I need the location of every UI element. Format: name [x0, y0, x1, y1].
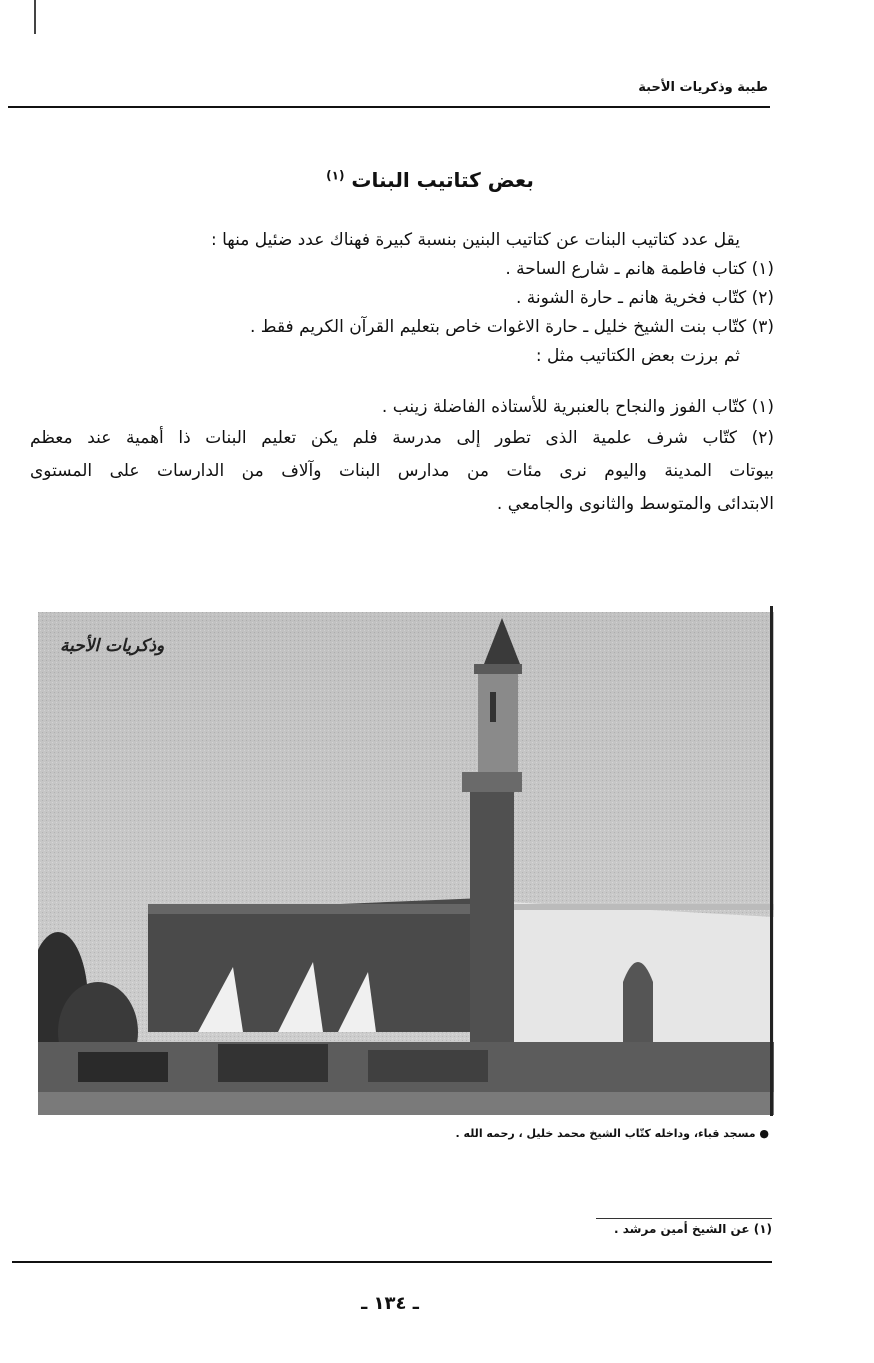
- body-line-later-2: (٢) كتّاب شرف علمية الذى تطور إلى مدرسة فلم يكن تعليم البنات ذا أهمية عند معظم: [30, 428, 774, 448]
- body-line-item-3: (٣) كتّاب بنت الشيخ خليل ـ حارة الاغوات خاص بتعليم القرآن الكريم فقط .: [250, 317, 774, 337]
- footnote: (١) عن الشيخ أمين مرشد .: [614, 1222, 772, 1236]
- mosque-illustration: [38, 612, 774, 1115]
- body-line-then: ثم برزت بعض الكتاتيب مثل :: [535, 346, 740, 366]
- photo-signature: وذكريات الأحبة: [60, 636, 165, 656]
- section-title: [230, 168, 630, 192]
- body-line-item-2: (٢) كتّاب فخرية هانم ـ حارة الشونة .: [515, 288, 774, 308]
- title-footnote-marker: (١): [326, 168, 345, 183]
- photo-edge: [770, 606, 773, 1116]
- body-line-later-1: (١) كتّاب الفوز والنجاح بالعنبرية للأستاذه الفاضلة زينب .: [381, 397, 774, 417]
- body-line-intro: يقل عدد كتاتيب البنات عن كتاتيب البنين بنسبة كبيرة فهناك عدد ضئيل منها :: [210, 230, 740, 250]
- footer-rule: [12, 1261, 772, 1263]
- body-line-later-4: الابتدائى والمتوسط والثانوى والجامعي .: [496, 494, 774, 514]
- header-rule: [8, 106, 770, 108]
- photo-caption: ● مسجد قباء، وداخله كتّاب الشيخ محمد خليل ، رحمه الله .: [455, 1127, 769, 1140]
- scan-edge-mark: [34, 0, 36, 34]
- body-line-later-3: بيوتات المدينة واليوم نرى مئات من مدارس البنات وآلاف من الدارسات على المستوى: [30, 461, 774, 481]
- mosque-photo: [38, 612, 774, 1115]
- body-text: [30, 226, 774, 521]
- body-line-item-1: (١) كتاب فاطمة هانم ـ شارع الساحة .: [505, 259, 774, 279]
- footnote-rule: [596, 1218, 772, 1219]
- section-title-text: بعض كتاتيب البنات: [351, 168, 534, 192]
- page-number: ـ ١٣٤ ـ: [361, 1293, 419, 1314]
- running-head: طيبة وذكريات الأحبة: [638, 80, 768, 95]
